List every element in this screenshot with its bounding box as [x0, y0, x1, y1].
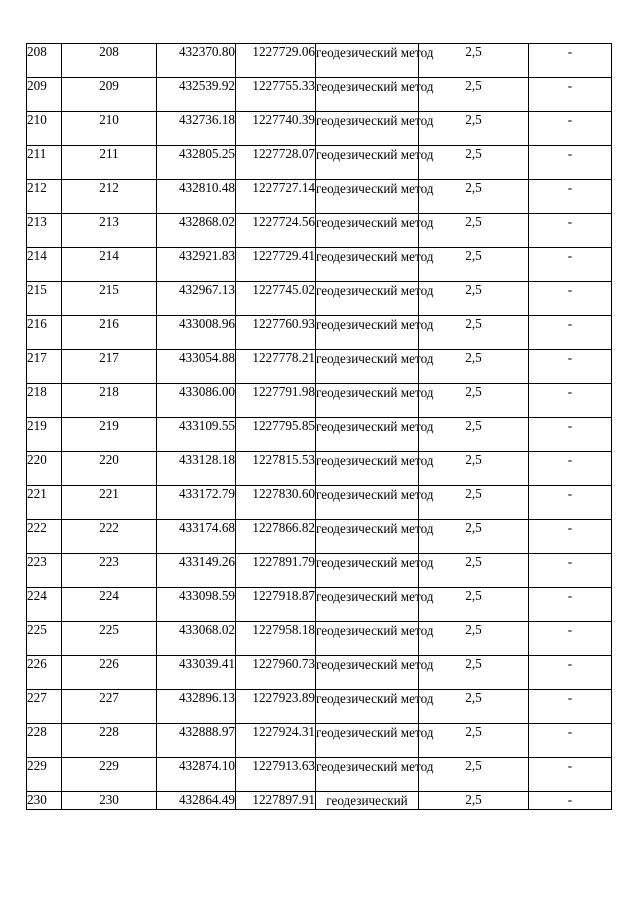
accuracy-cell: 2,5: [419, 180, 529, 214]
accuracy-cell: 2,5: [419, 146, 529, 180]
accuracy-cell: 2,5: [419, 724, 529, 758]
table-row: [27, 622, 612, 656]
table-row: [27, 282, 612, 316]
method-cell: геодезический метод: [316, 690, 419, 724]
method-cell: геодезический: [316, 792, 419, 810]
point-id-cell: 229: [62, 758, 157, 792]
note-cell: -: [529, 146, 612, 180]
point-id-cell: 223: [62, 554, 157, 588]
method-cell: геодезический метод: [316, 622, 419, 656]
point-id-cell: 218: [62, 384, 157, 418]
y-coordinate-cell: 1227866.82: [236, 520, 316, 554]
x-coordinate-cell: 432805.25: [157, 146, 236, 180]
point-id-cell: 226: [62, 656, 157, 690]
point-number-cell: 230: [27, 792, 62, 810]
y-coordinate-cell: 1227791.98: [236, 384, 316, 418]
y-coordinate-cell: 1227958.18: [236, 622, 316, 656]
x-coordinate-cell: 433008.96: [157, 316, 236, 350]
y-coordinate-cell: 1227740.39: [236, 112, 316, 146]
method-cell: геодезический метод: [316, 384, 419, 418]
point-id-cell: 217: [62, 350, 157, 384]
accuracy-cell: 2,5: [419, 588, 529, 622]
y-coordinate-cell: 1227727.14: [236, 180, 316, 214]
x-coordinate-cell: 433174.68: [157, 520, 236, 554]
x-coordinate-cell: 433068.02: [157, 622, 236, 656]
y-coordinate-cell: 1227960.73: [236, 656, 316, 690]
point-id-cell: 224: [62, 588, 157, 622]
table-row: [27, 724, 612, 758]
note-cell: -: [529, 78, 612, 112]
point-number-cell: 216: [27, 316, 62, 350]
table-row: [27, 78, 612, 112]
point-id-cell: 230: [62, 792, 157, 810]
table-row: [27, 248, 612, 282]
y-coordinate-cell: 1227724.56: [236, 214, 316, 248]
method-cell: геодезический метод: [316, 452, 419, 486]
y-coordinate-cell: 1227923.89: [236, 690, 316, 724]
method-cell: геодезический метод: [316, 758, 419, 792]
x-coordinate-cell: 432539.92: [157, 78, 236, 112]
method-cell: геодезический метод: [316, 146, 419, 180]
x-coordinate-cell: 432967.13: [157, 282, 236, 316]
y-coordinate-cell: 1227729.41: [236, 248, 316, 282]
x-coordinate-cell: 433054.88: [157, 350, 236, 384]
note-cell: -: [529, 248, 612, 282]
x-coordinate-cell: 433128.18: [157, 452, 236, 486]
x-coordinate-cell: 432896.13: [157, 690, 236, 724]
method-cell: геодезический метод: [316, 44, 419, 78]
point-id-cell: 212: [62, 180, 157, 214]
accuracy-cell: 2,5: [419, 520, 529, 554]
note-cell: -: [529, 418, 612, 452]
x-coordinate-cell: 432888.97: [157, 724, 236, 758]
note-cell: -: [529, 214, 612, 248]
table-row: [27, 520, 612, 554]
method-cell: геодезический метод: [316, 520, 419, 554]
note-cell: -: [529, 452, 612, 486]
method-cell: геодезический метод: [316, 588, 419, 622]
table-row: [27, 656, 612, 690]
accuracy-cell: 2,5: [419, 656, 529, 690]
accuracy-cell: 2,5: [419, 44, 529, 78]
point-number-cell: 225: [27, 622, 62, 656]
point-number-cell: 228: [27, 724, 62, 758]
method-cell: геодезический метод: [316, 656, 419, 690]
accuracy-cell: 2,5: [419, 248, 529, 282]
table-row: [27, 792, 612, 810]
y-coordinate-cell: 1227830.60: [236, 486, 316, 520]
accuracy-cell: 2,5: [419, 452, 529, 486]
table-row: [27, 452, 612, 486]
x-coordinate-cell: 432736.18: [157, 112, 236, 146]
accuracy-cell: 2,5: [419, 112, 529, 146]
point-id-cell: 215: [62, 282, 157, 316]
point-id-cell: 221: [62, 486, 157, 520]
point-id-cell: 216: [62, 316, 157, 350]
y-coordinate-cell: 1227728.07: [236, 146, 316, 180]
y-coordinate-cell: 1227924.31: [236, 724, 316, 758]
y-coordinate-cell: 1227760.93: [236, 316, 316, 350]
table-row: [27, 214, 612, 248]
y-coordinate-cell: 1227729.06: [236, 44, 316, 78]
note-cell: -: [529, 316, 612, 350]
point-id-cell: 222: [62, 520, 157, 554]
note-cell: -: [529, 588, 612, 622]
note-cell: -: [529, 656, 612, 690]
point-id-cell: 219: [62, 418, 157, 452]
note-cell: -: [529, 690, 612, 724]
point-number-cell: 210: [27, 112, 62, 146]
method-cell: геодезический метод: [316, 350, 419, 384]
point-number-cell: 214: [27, 248, 62, 282]
table-row: [27, 486, 612, 520]
note-cell: -: [529, 282, 612, 316]
y-coordinate-cell: 1227778.21: [236, 350, 316, 384]
table-row: [27, 384, 612, 418]
accuracy-cell: 2,5: [419, 486, 529, 520]
accuracy-cell: 2,5: [419, 554, 529, 588]
table-row: [27, 44, 612, 78]
method-cell: геодезический метод: [316, 112, 419, 146]
accuracy-cell: 2,5: [419, 282, 529, 316]
point-number-cell: 211: [27, 146, 62, 180]
table-row: [27, 112, 612, 146]
note-cell: -: [529, 724, 612, 758]
note-cell: -: [529, 758, 612, 792]
x-coordinate-cell: 433149.26: [157, 554, 236, 588]
accuracy-cell: 2,5: [419, 214, 529, 248]
x-coordinate-cell: 433172.79: [157, 486, 236, 520]
table-row: [27, 758, 612, 792]
note-cell: -: [529, 554, 612, 588]
note-cell: -: [529, 792, 612, 810]
method-cell: геодезический метод: [316, 554, 419, 588]
point-number-cell: 219: [27, 418, 62, 452]
note-cell: -: [529, 622, 612, 656]
point-id-cell: 210: [62, 112, 157, 146]
note-cell: -: [529, 486, 612, 520]
method-cell: геодезический метод: [316, 486, 419, 520]
method-cell: геодезический метод: [316, 248, 419, 282]
point-id-cell: 213: [62, 214, 157, 248]
x-coordinate-cell: 433039.41: [157, 656, 236, 690]
point-number-cell: 213: [27, 214, 62, 248]
point-number-cell: 224: [27, 588, 62, 622]
coordinates-table: [26, 43, 612, 810]
y-coordinate-cell: 1227913.63: [236, 758, 316, 792]
point-id-cell: 228: [62, 724, 157, 758]
point-id-cell: 211: [62, 146, 157, 180]
point-id-cell: 214: [62, 248, 157, 282]
point-number-cell: 222: [27, 520, 62, 554]
accuracy-cell: 2,5: [419, 690, 529, 724]
y-coordinate-cell: 1227795.85: [236, 418, 316, 452]
note-cell: -: [529, 44, 612, 78]
accuracy-cell: 2,5: [419, 418, 529, 452]
accuracy-cell: 2,5: [419, 622, 529, 656]
table-row: [27, 690, 612, 724]
point-id-cell: 209: [62, 78, 157, 112]
point-number-cell: 217: [27, 350, 62, 384]
point-id-cell: 220: [62, 452, 157, 486]
x-coordinate-cell: 432864.49: [157, 792, 236, 810]
method-cell: геодезический метод: [316, 214, 419, 248]
method-cell: геодезический метод: [316, 78, 419, 112]
table-row: [27, 588, 612, 622]
table-row: [27, 146, 612, 180]
point-id-cell: 225: [62, 622, 157, 656]
x-coordinate-cell: 433098.59: [157, 588, 236, 622]
table-row: [27, 554, 612, 588]
point-id-cell: 208: [62, 44, 157, 78]
x-coordinate-cell: 433086.00: [157, 384, 236, 418]
y-coordinate-cell: 1227897.91: [236, 792, 316, 810]
x-coordinate-cell: 432868.02: [157, 214, 236, 248]
point-number-cell: 208: [27, 44, 62, 78]
table-row: [27, 350, 612, 384]
method-cell: геодезический метод: [316, 724, 419, 758]
method-cell: геодезический метод: [316, 418, 419, 452]
table-row: [27, 418, 612, 452]
point-number-cell: 220: [27, 452, 62, 486]
method-cell: геодезический метод: [316, 316, 419, 350]
y-coordinate-cell: 1227755.33: [236, 78, 316, 112]
x-coordinate-cell: 432874.10: [157, 758, 236, 792]
note-cell: -: [529, 520, 612, 554]
x-coordinate-cell: 432921.83: [157, 248, 236, 282]
point-number-cell: 209: [27, 78, 62, 112]
y-coordinate-cell: 1227891.79: [236, 554, 316, 588]
note-cell: -: [529, 180, 612, 214]
y-coordinate-cell: 1227745.02: [236, 282, 316, 316]
x-coordinate-cell: 432810.48: [157, 180, 236, 214]
method-cell: геодезический метод: [316, 282, 419, 316]
point-number-cell: 223: [27, 554, 62, 588]
note-cell: -: [529, 384, 612, 418]
accuracy-cell: 2,5: [419, 350, 529, 384]
table-row: [27, 316, 612, 350]
point-number-cell: 212: [27, 180, 62, 214]
table-body: [27, 44, 612, 810]
accuracy-cell: 2,5: [419, 78, 529, 112]
point-number-cell: 215: [27, 282, 62, 316]
accuracy-cell: 2,5: [419, 316, 529, 350]
y-coordinate-cell: 1227815.53: [236, 452, 316, 486]
accuracy-cell: 2,5: [419, 758, 529, 792]
point-number-cell: 221: [27, 486, 62, 520]
accuracy-cell: 2,5: [419, 792, 529, 810]
point-number-cell: 218: [27, 384, 62, 418]
point-number-cell: 227: [27, 690, 62, 724]
note-cell: -: [529, 112, 612, 146]
x-coordinate-cell: 432370.80: [157, 44, 236, 78]
x-coordinate-cell: 433109.55: [157, 418, 236, 452]
point-number-cell: 226: [27, 656, 62, 690]
accuracy-cell: 2,5: [419, 384, 529, 418]
point-number-cell: 229: [27, 758, 62, 792]
y-coordinate-cell: 1227918.87: [236, 588, 316, 622]
note-cell: -: [529, 350, 612, 384]
point-id-cell: 227: [62, 690, 157, 724]
method-cell: геодезический метод: [316, 180, 419, 214]
table-row: [27, 180, 612, 214]
